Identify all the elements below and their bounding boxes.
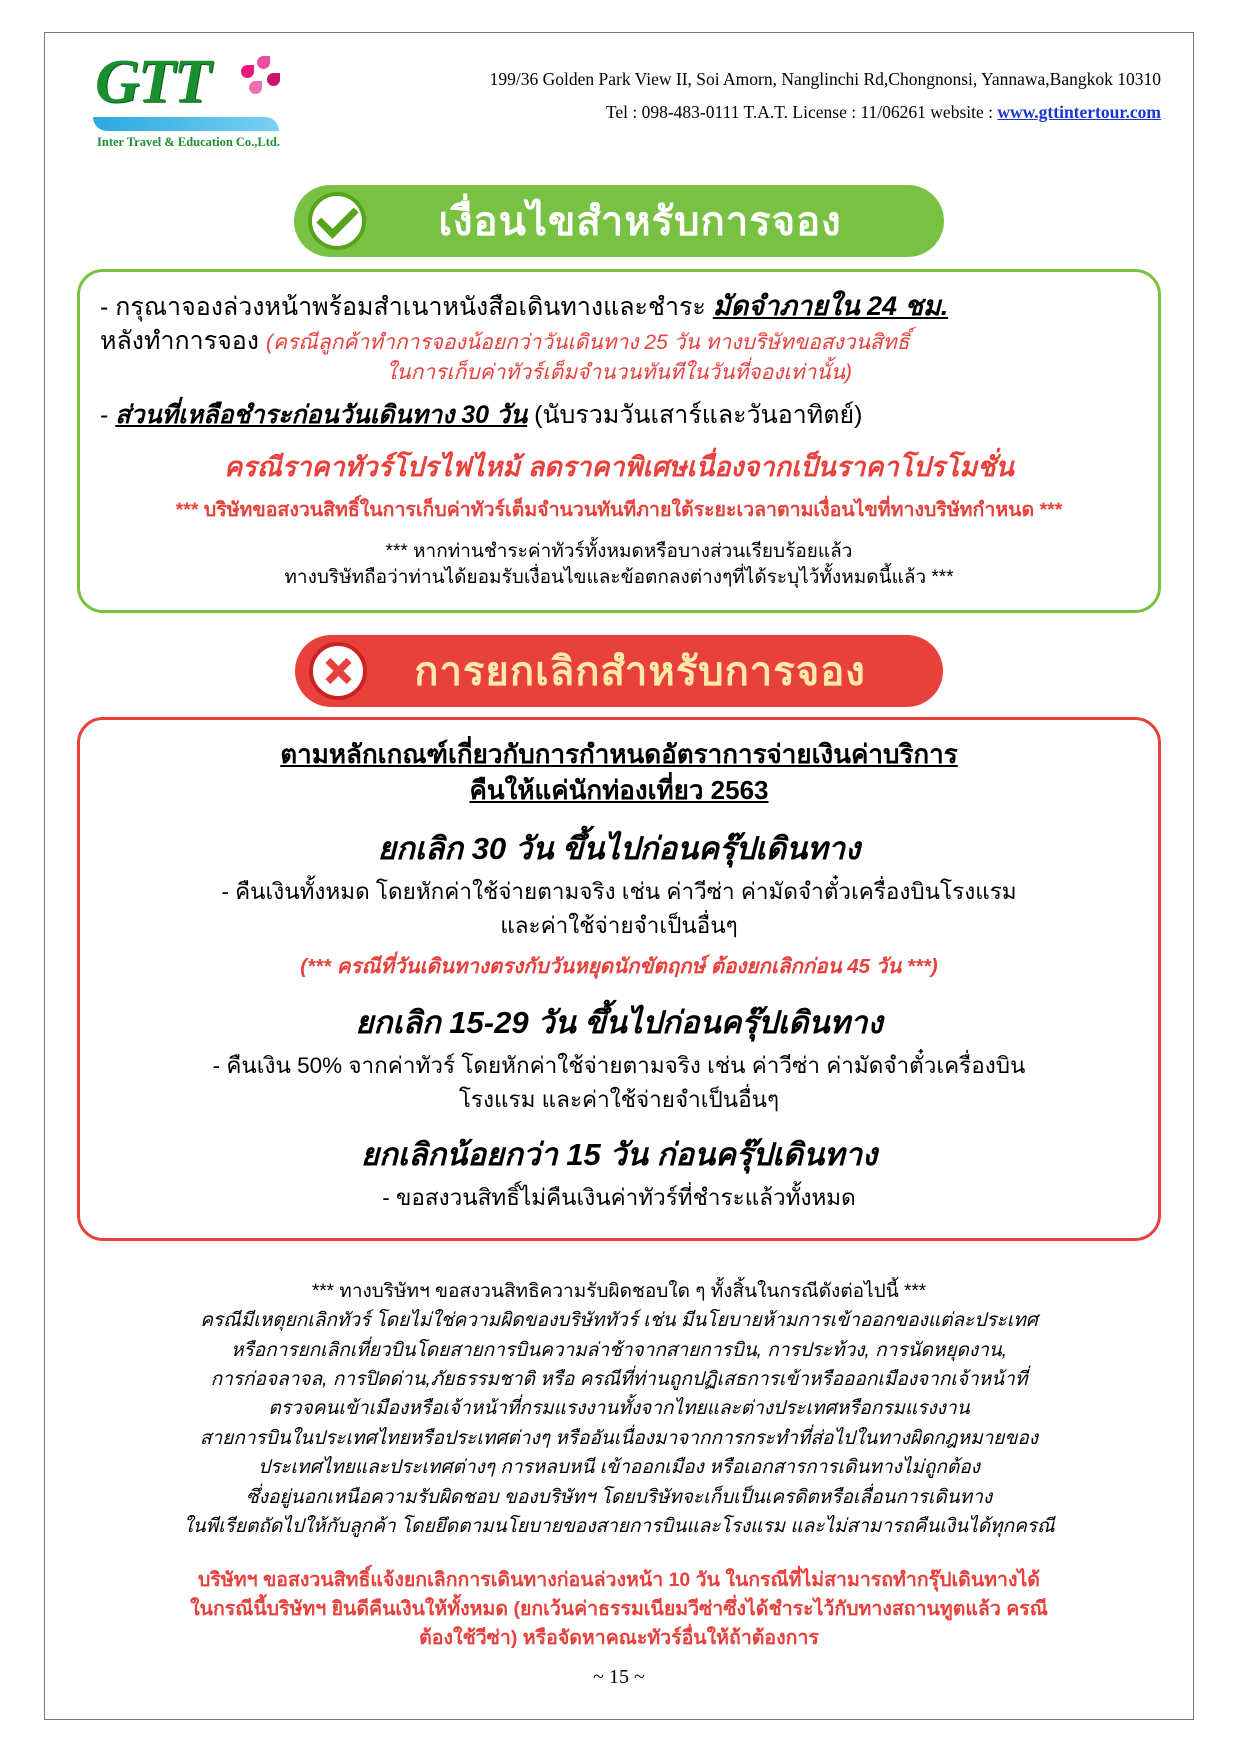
company-logo [91, 48, 301, 161]
cancellation-item-body: - ขอสงวนสิทธิ์ไม่คืนเงินค่าทัวร์ที่ชำระแล้วทั้งหมด [382, 1185, 856, 1211]
cancellation-item-body: - คืนเงิน 50% จากค่าทัวร์ โดยหักค่าใช้จ่ายตามจริง เช่น ค่าวีซ่า ค่ามัดจำตั๋วเครื่องบิน [212, 1052, 1026, 1078]
booking-line-4 [100, 395, 1138, 435]
cancellation-item-body: และค่าใช้จ่ายจำเป็นอื่นๆ [500, 913, 738, 939]
cancellation-item-warning: (*** ครณีที่วันเดินทางตรงกับวันหยุดนักขัตฤกษ์ ต้องยกเลิกก่อน 45 วัน ***) [300, 954, 938, 978]
cancellation-rule-title-2: คืนให้แค่นักท่องเที่ยว 2563 [469, 775, 769, 806]
cancellation-box [77, 717, 1161, 1241]
booking-conditions-box [77, 269, 1161, 613]
booking-line-2-text: หลังทำการจอง [100, 326, 266, 355]
flower-icon [249, 81, 262, 94]
disclaimer-line: ตรวจคนเข้าเมืองหรือเจ้าหน้าที่กรมแรงงานทั้งจากไทยและต่างประเทศหรือกรมแรงงาน [268, 1398, 970, 1420]
booking-acceptance-note [100, 539, 1138, 592]
page-number: ~ 15 ~ [593, 1666, 645, 1688]
disclaimer-line: การก่อจลาจล, การปิดด่าน,ภัยธรรมชาติ หรือ ครณีที่ท่านถูกปฏิเสธการเข้าหรือออกเมืองจากเจ้าหน้าที่ [210, 1369, 1028, 1390]
disclaimer-red-line: ต้องใช้วีซ่า) หรือจัดหาคณะทัวร์อื่นให้ถ้าต้องการ [419, 1627, 819, 1650]
disclaimer-line: หรือการยกเลิกเที่ยวบินโดยสายการบินความล่าช้าจากสายการบิน, การประท้วง, การนัดหยุดงาน, [230, 1339, 1008, 1361]
close-icon [309, 642, 367, 700]
booking-line-1-text: - กรุณาจองล่วงหน้าพร้อมสำเนาหนังสือเดินทางและชำระ [100, 293, 713, 321]
address-line: 199/36 Golden Park View II, Soi Amorn, Nanglinchi Rd,Chongnonsi, Yannawa,Bangkok 10310 [489, 69, 1161, 89]
promo-reserve-line: *** บริษัทขอสงวนสิทธิ์ในการเก็บค่าทัวร์เต็มจำนวนทันทีภายใต้ระยะเวลาตามเงื่อนไขที่ทางบริษัทกำหนด *** [175, 498, 1063, 521]
disclaimer-red-section [71, 1566, 1167, 1654]
disclaimer-line: ครณีมีเหตุยกเลิกทัวร์ โดยไม่ใช่ความผิดของบริษัททัวร์ เช่น มีนโยบายห้ามการเข้าออกของแต่ละประเทศ [200, 1310, 1038, 1332]
document-page [44, 32, 1194, 1720]
promo-line: ครณีราคาทัวร์โปรไฟไหม้ ลดราคาพิเศษเนื่องจากเป็นราคาโปรโมชั่น [224, 451, 1014, 482]
cancellation-item-head: ยกเลิก 30 วัน ขึ้นไปก่อนครุ๊ปเดินทาง [377, 830, 861, 866]
booking-acceptance-note-1: *** หากท่านชำระค่าทัวร์ทั้งหมดหรือบางส่วนเรียบร้อยแล้ว [385, 540, 853, 562]
booking-acceptance-note-2: ทางบริษัทถือว่าท่านได้ยอมรับเงื่อนไขและข้อตกลงต่างๆที่ได้ระบุไว้ทั้งหมดนี้แล้ว *** [284, 567, 954, 589]
contact-line [490, 96, 1161, 129]
booking-line-2-note: (ครณีลูกค้าทำการจองน้อยกว่าวันเดินทาง 25 วัน ทางบริษัทขอสงวนสิทธิ์ [265, 330, 910, 354]
logo-text: GTT [95, 48, 210, 116]
cancellation-item-body: - คืนเงินทั้งหมด โดยหักค่าใช้จ่ายตามจริง เช่น ค่าวีซ่า ค่ามัดจำตั๋วเครื่องบินโรงแรม [221, 878, 1017, 904]
flower-icon [257, 56, 270, 69]
disclaimer-line: ซึ่งอยู่นอกเหนือความรับผิดชอบ ของบริษัทฯ โดยบริษัทจะเก็บเป็นเครดิตหรือเลื่อนการเดินทาง [245, 1486, 993, 1508]
cancellation-item-head: ยกเลิก 15-29 วัน ขึ้นไปก่อนครุ๊ปเดินทาง [355, 1004, 883, 1040]
cancellation-banner [295, 635, 943, 707]
booking-balance-highlight: ส่วนที่เหลือชำระก่อนวันเดินทาง 30 วัน [115, 400, 528, 429]
disclaimer-line: ในพีเรียตถัดไปให้กับลูกค้า โดยยึดตามนโยบายของสายการบินและโรงแรม และไม่สามารถคืนเงินได้ทุกครณี [183, 1516, 1055, 1538]
flower-icon [241, 65, 254, 78]
cancellation-item-body: โรงแรม และค่าใช้จ่ายจำเป็นอื่นๆ [458, 1086, 780, 1112]
booking-line-4-note: (นับรวมวันเสาร์และวันอาทิตย์) [527, 400, 863, 429]
disclaimer-line: สายการบินในประเทศไทยหรือประเทศต่างๆ หรืออันเนื่องมาจากการกระทำที่ส่อไปในทางผิดกฎหมายของ [199, 1427, 1039, 1449]
booking-banner-title: เงื่อนไขสำหรับการจอง [438, 200, 842, 244]
disclaimer-red-line: ในกรณีนี้บริษัทฯ ยินดีคืนเงินให้ทั้งหมด (ยกเว้นค่าธรรมเนียมวีซ่าซึ่งได้ชำระไว้กับทางสถานทูตแล้ว ครณี [190, 1597, 1048, 1620]
website-link[interactable]: www.gttintertour.com [997, 102, 1161, 123]
disclaimer-line: ประเทศไทยและประเทศต่างๆ การหลบหนี เข้าออกเมือง หรือเอกสารการเดินทางไม่ถูกต้อง [258, 1457, 980, 1479]
booking-line-2 [100, 325, 1138, 359]
document-header [71, 48, 1167, 161]
disclaimer-title: *** ทางบริษัทฯ ขอสงวนสิทธิความรับผิดชอบใด ๆ ทั้งสิ้นในกรณีดังต่อไปนี้ *** [311, 1280, 927, 1302]
logo-subtitle: Inter Travel & Education Co.,Ltd. [97, 135, 280, 149]
contact-text: Tel : 098-483-0111 T.A.T. License : 11/06261 website : [605, 102, 998, 123]
flower-icon [267, 73, 280, 86]
check-icon [308, 192, 366, 250]
booking-deposit-highlight: มัดจำภายใน 24 ชม. [712, 291, 949, 321]
disclaimer-red-line: บริษัทฯ ขอสงวนสิทธิ์แจ้งยกเลิกการเดินทางก่อนล่วงหน้า 10 วัน ในกรณีที่ไม่สามารถทำกรุ๊ปเดินทางได้ [198, 1568, 1040, 1591]
company-address [490, 51, 1167, 130]
cancellation-item-head: ยกเลิกน้อยกว่า 15 วัน ก่อนครุ๊ปเดินทาง [360, 1137, 878, 1173]
booking-line-1 [100, 288, 1138, 325]
logo-swoosh [93, 117, 279, 131]
disclaimer-section [71, 1277, 1167, 1542]
booking-line-3-note: ในการเก็บค่าทัวร์เต็มจำนวนทันทีในวันที่จองเท่านั้น) [386, 360, 852, 384]
cancellation-rule-title-1: ตามหลักเกณฑ์เกี่ยวกับการกำหนดอัตราการจ่ายเงินค่าบริการ [280, 739, 958, 770]
booking-conditions-banner [294, 185, 944, 257]
booking-line-4-dash: - [100, 400, 116, 429]
cancellation-banner-title: การยกเลิกสำหรับการจอง [414, 650, 866, 695]
